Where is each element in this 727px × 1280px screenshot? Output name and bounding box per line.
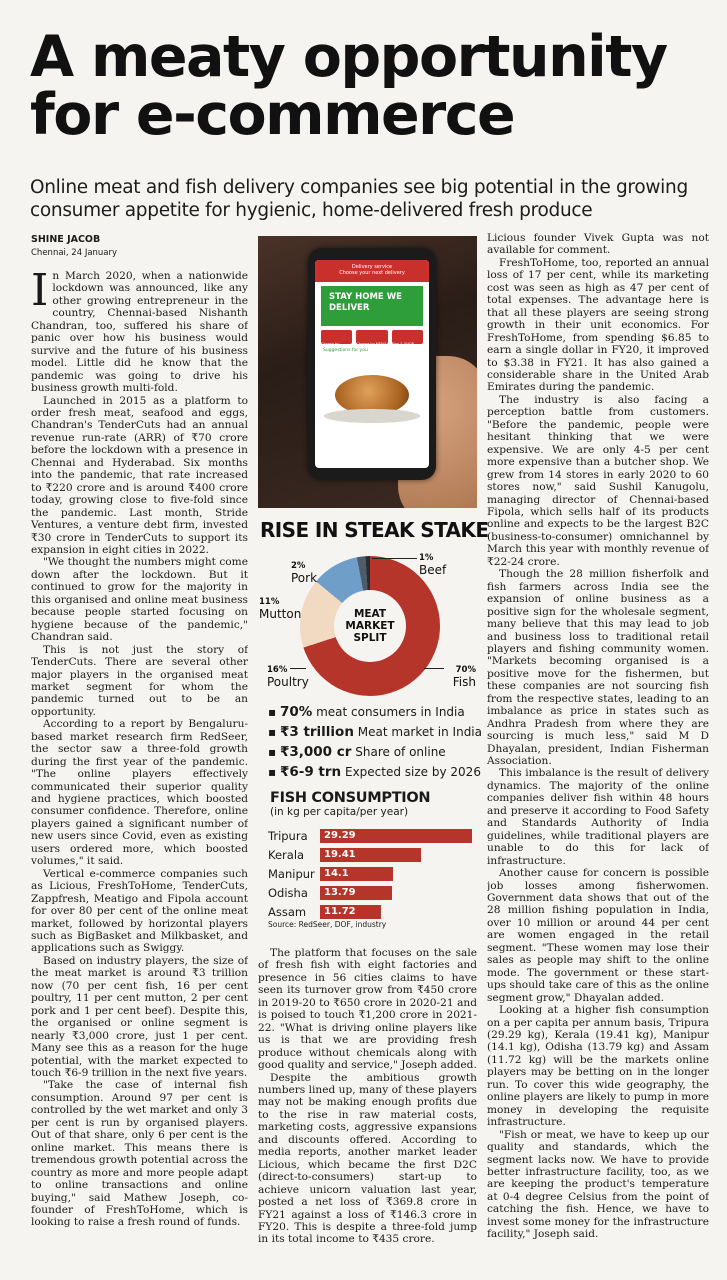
slice-label-poultry: 16% Poultry <box>267 665 309 689</box>
paragraph: Launched in 2015 as a platform to order fresh meat, seafood and eggs, Chandran's TenderCuts had an annual revenue run-rate (ARR) of ₹70 crore before the lockdown with a presence in Chennai and Hyderabad. Six months into the pandemic, that rate increased to ₹220 crore and is around ₹400 crore today, growing close to five-fold since the pandemic. Last month, Stride Ventures, a venture debt firm, invested ₹30 crore in TenderCuts to support its expansion in eight cities in 2022. <box>31 394 248 556</box>
drop-cap: I <box>31 270 49 316</box>
suggestions-label: Suggestions for you <box>323 348 368 353</box>
dateline: Chennai, 24 January <box>31 248 118 258</box>
article-column-1 <box>31 270 248 1280</box>
headline: A meaty opportunity for e-commerce <box>30 24 667 148</box>
slice-label-beef: 1% Beef <box>419 553 447 577</box>
fact-item: ▪ ₹3,000 cr Share of online <box>268 744 446 760</box>
app-topbar: Delivery service Choose your next delivery <box>315 260 429 282</box>
fish-chart-subtitle: (in kg per capita/per year) <box>270 806 409 818</box>
slice-label-mutton: 11% Mutton <box>259 597 302 621</box>
paragraph: "Take the case of internal fish consumption. Around 97 per cent is controlled by the wet market and only 3 per cent is run by organised players. Out of that share, only 6 per cent is the online market. This means there is tremendous growth potential across the country as more and more people adapt to online transactions and online buying," said Mathew Joseph, co-founder of FreshToHome, which is looking to raise a fresh round of funds. <box>31 1079 248 1229</box>
paragraph: "We thought the numbers might come down after the lockdown. But it continued to grow for the majority in this organised and online meat business because people started focusing on hygiene because of the pandemic," Chandran said. <box>31 556 248 644</box>
paragraph: This is not just the story of TenderCuts. There are several other major players in the organised meat market segment for whom the pandemic turned out to be an opportunity. <box>31 643 248 718</box>
paragraph: Though the 28 million fisherfolk and fish farmers across India see the expansion of online business as a positive sign for the wholesale segment, many believe that this may lead to job and business loss to traditional retail players and fishing community women. "Markets becoming organised is a positive move for the fishermen, but these companies are not sourcing fish from the respective states, leading to an imbalance as price in states such as Andhra Pradesh from where they are sourcing is much less," said M D Dhayalan, president, Indian Fisherman Association. <box>487 568 709 768</box>
fish-bar-row: Tripura 29.29 <box>268 828 478 844</box>
paragraph: Licious founder Vivek Gupta was not available for comment. <box>487 232 709 257</box>
byline: SHINE JACOB <box>31 234 101 245</box>
paragraph: Looking at a higher fish consumption on a per capita per annum basis, Tripura (29.29 kg), Kerala (19.41 kg), Manipur (14.1 kg), Odisha (13.79 kg) and Assam (11.72 kg) will be the markets online players may be betting on in the longer run. To cover this wide geography, the online players are likely to pump in more money in developing the requisite infrastructure. <box>487 1004 709 1129</box>
fish-bar-row: Odisha 13.79 <box>268 885 478 901</box>
fish-bar-row: Assam 11.72 <box>268 904 478 920</box>
paragraph: This imbalance is the result of delivery dynamics. The majority of the online companies deliver fish within 48 hours and preserve it according to Food Safety and Standards Authority of India guidelines, while traditional players are unable to do this for lack of infrastructure. <box>487 767 709 867</box>
fact-item: ▪ ₹3 trillion Meat market in India <box>268 724 482 740</box>
article-column-3 <box>487 232 709 1277</box>
plate-image <box>324 409 420 423</box>
fish-bar-row: Kerala 19.41 <box>268 847 478 863</box>
phone-photo <box>258 236 477 508</box>
fish-chart-title: FISH CONSUMPTION <box>270 790 431 806</box>
paragraph: According to a report by Bengaluru-based market research firm RedSeer, the sector saw a three-fold growth during the first year of the pandemic. "The online players effectively communicated their superior quality and hygiene practices, which boosted consumer confidence. Therefore, online players gained a significant number of new users since Covid, even as existing users ordered more, which boosted volumes," it said. <box>31 718 248 868</box>
phone-screen <box>315 260 429 468</box>
paragraph: "Fish or meat, we have to keep up our quality and standards, which the segment lacks now. We have to provide better infrastructure facility, too, as we are keeping the product's temperature at 0-4 degree Celsius from the point of catching the fish. Hence, we have to invest some money for the infrastructure facility," Joseph said. <box>487 1128 709 1241</box>
app-button: Choose by PRODUCT <box>321 330 352 344</box>
paragraph: Based on industry players, the size of the meat market is around ₹3 trillion now (70 per cent fish, 16 per cent poultry, 11 per cent mutton, 2 per cent pork and 1 per cent beef). Despite this, the organised or online segment is nearly ₹3,000 crore, just 1 per cent. Many see this as a reason for the huge potential, with the market expected to touch ₹6-9 trillion in the next five years. <box>31 954 248 1079</box>
chart-source: Source: RedSeer, DOF, industry <box>268 920 387 929</box>
article-column-2 <box>258 947 477 1277</box>
paragraph: Another cause for concern is possible job losses among fisherwomen. Government data shows that out of the 28 million fishing population in India, over 10 million or around 44 per cent are women engaged in the retail segment. "These women may lose their sales as people may shift to the online mode. The government or these start-ups should take care of this as the online segment grow," Dhayalan added. <box>487 867 709 1004</box>
phone-image <box>308 248 436 480</box>
leader-line <box>424 668 444 669</box>
app-banner: STAY HOME WE DELIVER <box>321 286 423 326</box>
paragraph: The industry is also facing a perception battle from customers. "Before the pandemic, people were hesitant thinking that we were expensive. We are only 4-5 per cent more expensive than a butcher shop. We grew from 14 stores in early 2020 to 60 stores now," said Sushil Kanugolu, managing director of Chennai-based Fipola, which sells half of its products online and expects to be the largest B2C (business-to-consumer) omnichannel by March this year with monthly revenue of ₹22-24 crore. <box>487 393 709 568</box>
paragraph: FreshToHome, too, reported an annual loss of 17 per cent, while its marketing cost was seen as high as 47 per cent of total expenses. The advantage here is that all these players are seeing strong growth in their unit economics. For FreshToHome, from spending $6.85 to earn a single dollar in FY20, it improved to $3.38 in FY21. It has also gained a considerable share in the United Arab Emirates during the pandemic. <box>487 256 709 394</box>
standfirst: Online meat and fish delivery companies see big potential in the growing consumer appetite for hygienic, home-delivered fresh produce <box>30 177 688 221</box>
donut-center-label: MEAT MARKET SPLIT <box>345 608 395 644</box>
app-button: Plan & SHOP <box>392 330 423 344</box>
fact-list <box>268 702 482 782</box>
chart-title: RISE IN STEAK STAKE <box>260 518 489 542</box>
app-button: Choose by MENU <box>356 330 387 344</box>
leader-line <box>290 668 306 669</box>
paragraph: Despite the ambitious growth numbers lined up, many of these players may not be making enough profits due to the rise in raw material costs, marketing costs, aggressive expansions and discounts offered. According to media reports, another market leader Licious, which became the first D2C (direct-to-consumers) start-up to achieve unicorn valuation last year, posted a net loss of ₹369.8 crore in FY21 against a loss of ₹146.3 crore in FY20. This is despite a three-fold jump in its total income to ₹435 crore. <box>258 1071 477 1246</box>
fact-item: ▪ ₹6-9 trn Expected size by 2026 <box>268 764 481 780</box>
slice-label-fish: 70% Fish <box>452 665 476 689</box>
paragraph: In March 2020, when a nationwide lockdown was announced, like any other growing entrepreneur in the country, Chennai-based Nishanth Chandran, too, suffered his share of panic over how his business would survive and the future of his business model. Little did he know that the pandemic was going to drive his business growth multi-fold. <box>31 270 248 395</box>
slice-label-pork: 2% Pork <box>291 561 318 585</box>
paragraph: The platform that focuses on the sale of fresh fish with eight factories and presence in 56 cities claims to have seen its turnover grow from ₹450 crore in 2019-20 to ₹650 crore in 2020-21 and is poised to touch ₹1,200 crore in 2021-22. "What is driving online players like us is that we are providing fresh produce without chemicals along with good quality and service," Joseph added. <box>258 947 477 1072</box>
leader-line <box>372 558 417 559</box>
paragraph: Vertical e-commerce companies such as Licious, FreshToHome, TenderCuts, Zappfresh, Meatigo and Fipola account for over 80 per cent of the online meat market, followed by horizontal players such as BigBasket and Milkbasket, and applications such as Swiggy. <box>31 867 248 955</box>
fact-item: ▪ 70% meat consumers in India <box>268 704 465 720</box>
fish-bar-row: Manipur 14.1 <box>268 866 478 882</box>
